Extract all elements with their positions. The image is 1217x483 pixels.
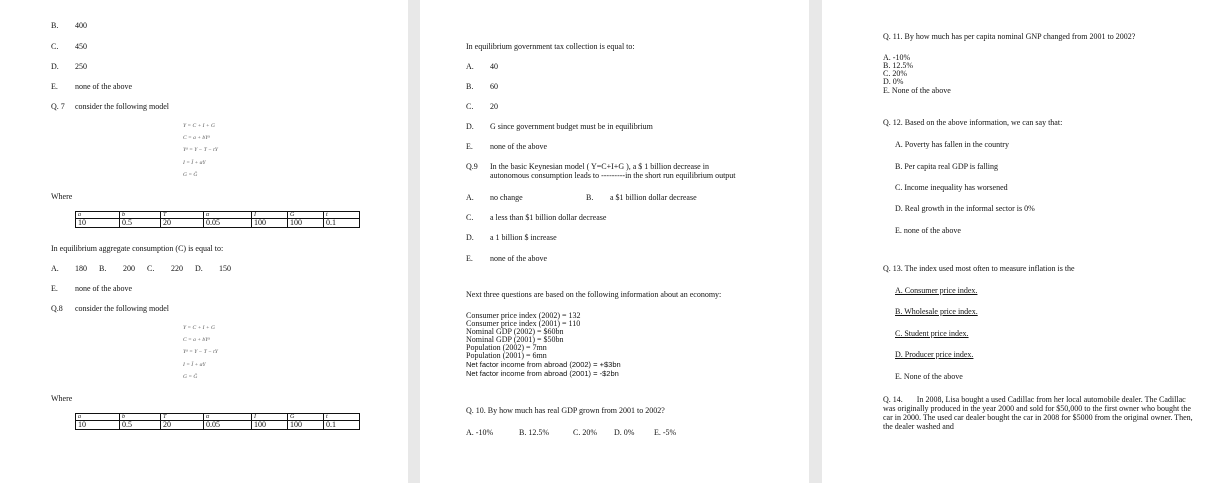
- option-letter: D.: [195, 264, 203, 273]
- parameter-table: [75, 211, 360, 228]
- question-14: [883, 395, 1196, 431]
- option-letter: E.: [51, 284, 58, 293]
- document-page-3: [822, 0, 1217, 483]
- model-equation: Y = C + I + G: [183, 123, 215, 129]
- table-cell: 0.5: [120, 421, 161, 430]
- option-text: A. -10%: [466, 428, 494, 437]
- option-text: 250: [75, 62, 87, 71]
- model-equation: C = a + bYᵈ: [183, 337, 210, 343]
- table-header: T: [161, 414, 204, 421]
- option-letter: E.: [51, 82, 58, 91]
- option-text: B. Wholesale price index.: [895, 307, 978, 316]
- table-header: T: [161, 212, 204, 219]
- option-letter: C.: [51, 42, 59, 51]
- table-cell: 100: [288, 421, 324, 430]
- option-letter: B.: [586, 193, 594, 202]
- table-header: G: [288, 212, 324, 219]
- question-text: consider the following model: [75, 102, 169, 111]
- option-text: C. 20%: [573, 428, 597, 437]
- table-header: I: [252, 414, 288, 421]
- question-number: Q. 7: [51, 102, 65, 111]
- option-text: A. -10%: [883, 53, 911, 62]
- option-text: B. 12.5%: [519, 428, 549, 437]
- question-text: In the basic Keynesian model ( Y=C+I+G ), a $ 1 billion decrease in: [490, 162, 709, 171]
- section-intro: Next three questions are based on the following information about an economy:: [466, 290, 722, 299]
- option-text: no change: [490, 193, 523, 202]
- table-cell: 20: [161, 421, 204, 430]
- option-text: 400: [75, 21, 87, 30]
- question-text: consider the following model: [75, 304, 169, 313]
- question-text: Q. 12. Based on the above information, we can say that:: [883, 118, 1063, 127]
- table-cell: 0.1: [324, 421, 360, 430]
- option-letter: B.: [99, 264, 107, 273]
- info-line: Nominal GDP (2002) = $60bn: [466, 327, 564, 336]
- option-letter: D.: [466, 122, 474, 131]
- table-header: t: [324, 414, 360, 421]
- option-letter: D.: [51, 62, 59, 71]
- option-text: D. Producer price index.: [895, 350, 974, 359]
- option-text: E. -5%: [654, 428, 677, 437]
- option-text: D. Real growth in the informal sector is 0%: [895, 204, 1035, 213]
- option-letter: C.: [466, 213, 474, 222]
- model-equation: Y = C + I + G: [183, 325, 215, 331]
- option-text: A. Poverty has fallen in the country: [895, 140, 1009, 149]
- option-text: C. Student price index.: [895, 329, 969, 338]
- option-text: B. 12.5%: [883, 61, 913, 70]
- model-equation: C = a + bYᵈ: [183, 135, 210, 141]
- table-header: G: [288, 414, 324, 421]
- option-text: none of the above: [490, 142, 548, 151]
- model-equation: G = Ḡ: [183, 172, 198, 178]
- question-text: In equilibrium government tax collection is equal to:: [466, 42, 635, 51]
- option-text: A. Consumer price index.: [895, 286, 978, 295]
- document-page-2: [420, 0, 809, 483]
- table-header: α: [204, 212, 252, 219]
- option-text: 150: [219, 264, 231, 273]
- option-text: E. None of the above: [895, 372, 963, 381]
- model-equation: Yᵈ = Y − T − tY: [183, 349, 218, 355]
- option-letter: A.: [466, 62, 474, 71]
- table-cell: 100: [252, 219, 288, 228]
- option-text: E. none of the above: [895, 226, 961, 235]
- table-header: t: [324, 212, 360, 219]
- option-letter: A.: [466, 193, 474, 202]
- table-header: a: [76, 212, 120, 219]
- option-text: 180: [75, 264, 87, 273]
- table-cell: 100: [288, 219, 324, 228]
- option-text: 40: [490, 62, 498, 71]
- info-line: Consumer price index (2001) = 110: [466, 319, 581, 328]
- economy-info: [466, 312, 621, 378]
- table-header: b: [120, 414, 161, 421]
- option-text: 20: [490, 102, 498, 111]
- table-cell: 10: [76, 421, 120, 430]
- option-text: none of the above: [75, 284, 133, 293]
- table-cell: 0.1: [324, 219, 360, 228]
- question-text: autonomous consumption leads to ---------in the short run equilibrium output: [490, 171, 736, 180]
- info-line: Nominal GDP (2001) = $50bn: [466, 335, 564, 344]
- table-header: b: [120, 212, 161, 219]
- option-letter: E.: [466, 254, 473, 263]
- info-line: Consumer price index (2002) = 132: [466, 311, 581, 320]
- option-text: a $1 billion dollar decrease: [610, 193, 697, 202]
- option-text: 450: [75, 42, 87, 51]
- option-text: C. 20%: [883, 69, 907, 78]
- question-text: Q. 13. The index used most often to measure inflation is the: [883, 264, 1075, 273]
- option-letter: D.: [466, 233, 474, 242]
- option-text: E. None of the above: [883, 86, 951, 95]
- where-label: Where: [51, 394, 73, 403]
- table-cell: 0.05: [204, 219, 252, 228]
- info-line: Net factor income from abroad (2001) = -$2bn: [466, 369, 619, 378]
- document-page-1: [0, 0, 408, 483]
- option-text: D. 0%: [883, 77, 904, 86]
- table-cell: 0.05: [204, 421, 252, 430]
- model-equation: Yᵈ = Y − T − tY: [183, 147, 218, 153]
- option-letter: C.: [147, 264, 155, 273]
- option-text: D. 0%: [614, 428, 635, 437]
- option-text: 60: [490, 82, 498, 91]
- question-number: Q.9: [466, 162, 478, 171]
- parameter-table: [75, 413, 360, 430]
- option-text: 220: [171, 264, 183, 273]
- option-text: a 1 billion $ increase: [490, 233, 557, 242]
- option-text: C. Income inequality has worsened: [895, 183, 1008, 192]
- table-cell: 10: [76, 219, 120, 228]
- model-equation: G = Ḡ: [183, 374, 198, 380]
- model-equation: I = Ī + αY: [183, 362, 206, 368]
- option-text: G since government budget must be in equilibrium: [490, 122, 653, 131]
- option-letter: B.: [51, 21, 59, 30]
- table-header: I: [252, 212, 288, 219]
- option-letter: E.: [466, 142, 473, 151]
- question-number: Q. 14.: [883, 395, 903, 404]
- table-header: α: [204, 414, 252, 421]
- option-letter: B.: [466, 82, 474, 91]
- model-equation: I = Ī + αY: [183, 160, 206, 166]
- where-label: Where: [51, 192, 73, 201]
- option-letter: A.: [51, 264, 59, 273]
- question-text: In equilibrium aggregate consumption (C) is equal to:: [51, 244, 224, 253]
- info-line: Population (2001) = 6mn: [466, 351, 547, 360]
- option-text: B. Per capita real GDP is falling: [895, 162, 999, 171]
- option-text: none of the above: [75, 82, 133, 91]
- info-line: Population (2002) = 7mn: [466, 343, 547, 352]
- table-cell: 100: [252, 421, 288, 430]
- table-cell: 20: [161, 219, 204, 228]
- info-line: Net factor income from abroad (2002) = +$3bn: [466, 360, 621, 369]
- table-header: a: [76, 414, 120, 421]
- option-text: a less than $1 billion dollar decrease: [490, 213, 607, 222]
- option-list: [883, 54, 951, 95]
- option-text: none of the above: [490, 254, 548, 263]
- question-text: Q. 11. By how much has per capita nominal GNP changed from 2001 to 2002?: [883, 32, 1136, 41]
- table-cell: 0.5: [120, 219, 161, 228]
- question-text: Q. 10. By how much has real GDP grown from 2001 to 2002?: [466, 406, 665, 415]
- option-text: 200: [123, 264, 135, 273]
- question-number: Q.8: [51, 304, 63, 313]
- question-text: In 2008, Lisa bought a used Cadillac from her local automobile dealer. The Cadillac was originally produced in the year 2000 and sold for $50,000 to the first owner who bought the car in 2000. The used car dealer bought the car in 2008 for $5000 from the original owner. Then, the dealer washed and: [883, 395, 1193, 431]
- option-letter: C.: [466, 102, 474, 111]
